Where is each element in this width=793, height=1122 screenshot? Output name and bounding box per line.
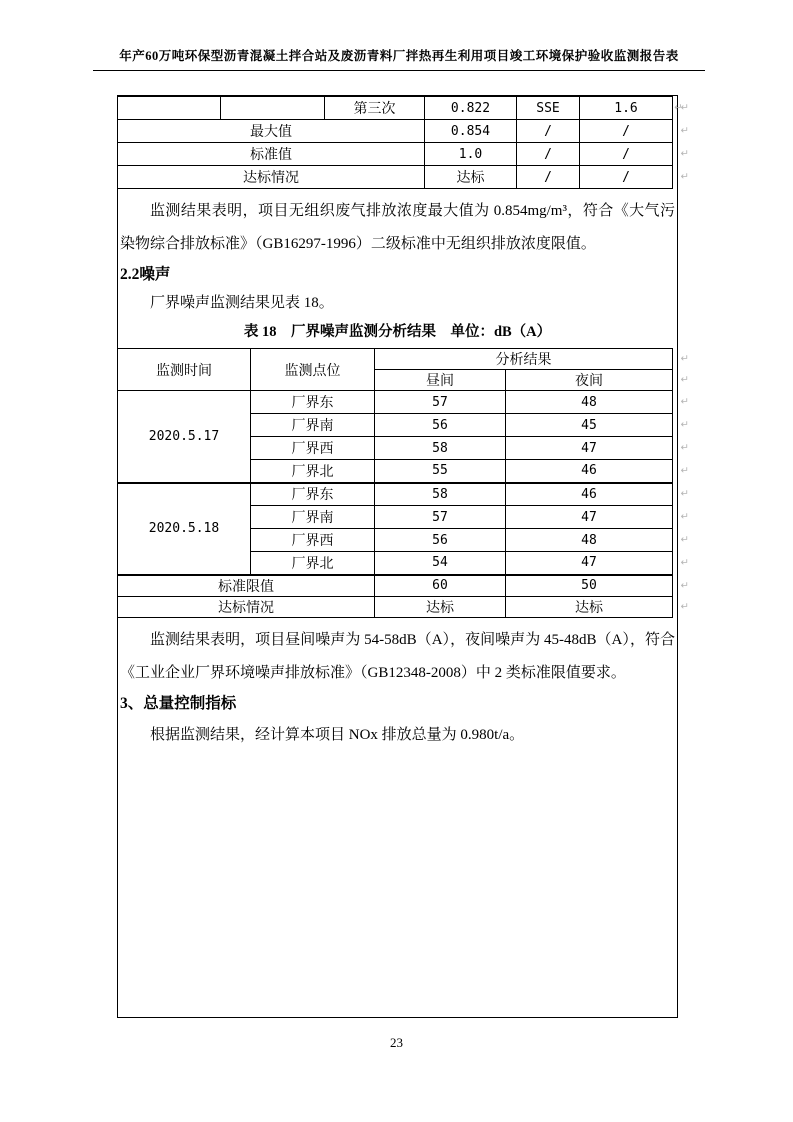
- gas-value-cell: 0.822: [425, 97, 517, 120]
- table-row: [118, 575, 673, 597]
- noise-limit-day: 60: [375, 575, 506, 597]
- noise-night-value: 47 ↵: [506, 437, 673, 460]
- paragraph-mark-icon: ↵: [680, 353, 687, 365]
- noise-point-cell: 厂界东: [251, 391, 375, 414]
- paragraph-mark-icon: ↵: [680, 148, 687, 160]
- gas-conclusion-paragraph: 监测结果表明，项目无组织废气排放浓度最大值为 0.854mg/m³，符合《大气污染物综合排放标准》（GB16297-1996）二级标准中无组织排放浓度限值。: [120, 203, 675, 252]
- paragraph-mark-icon: ↵: [680, 125, 687, 137]
- gas-slash-cell: /: [517, 120, 580, 143]
- noise-compliance-label: 达标情况: [118, 596, 375, 617]
- table-row: [118, 391, 673, 414]
- paragraph-mark-icon: ↵: [680, 465, 687, 477]
- gas-row-label: 最大值: [118, 120, 425, 143]
- paragraph-mark-icon: ↵: [680, 580, 687, 591]
- table-row: [118, 483, 673, 506]
- noise-day-value: 58: [375, 483, 506, 506]
- noise-day-value: 57: [375, 506, 506, 529]
- noise-col-night-header: 夜间 ↵: [506, 370, 673, 391]
- paragraph-mark-icon: ↵: [680, 442, 687, 454]
- noise-col-result-header: 分析结果 ↵: [375, 349, 673, 370]
- noise-col-point-header: 监测点位: [251, 349, 375, 391]
- noise-day-value: 54: [375, 552, 506, 575]
- noise-point-cell: 厂界北: [251, 552, 375, 575]
- noise-night-value: 48 ↵: [506, 529, 673, 552]
- section-heading-noise: 2.2噪声: [120, 266, 171, 283]
- noise-point-cell: 厂界南: [251, 414, 375, 437]
- noise-compliance-day: 达标: [375, 596, 506, 617]
- noise-limit-label: 标准限值: [118, 575, 375, 597]
- gas-slash-cell: / ↵: [580, 143, 673, 166]
- noise-point-cell: 厂界北: [251, 460, 375, 483]
- table-row: [118, 120, 673, 143]
- noise-intro-paragraph: 厂界噪声监测结果见表 18。: [150, 295, 334, 311]
- gas-value-cell: 1.0: [425, 143, 517, 166]
- paragraph-mark-icon: ↵: [680, 534, 687, 546]
- noise-point-cell: 厂界东: [251, 483, 375, 506]
- gas-slash-cell: / ↵: [580, 120, 673, 143]
- paragraph-mark-icon: ↵: [680, 374, 687, 386]
- noise-day-value: 58: [375, 437, 506, 460]
- noise-day-value: 56: [375, 529, 506, 552]
- noise-col-time-header: 监测时间: [118, 349, 251, 391]
- report-form-cell: [117, 95, 687, 1018]
- noise-conclusion-paragraph: 监测结果表明，项目昼间噪声为 54-58dB（A），夜间噪声为 45-48dB（A），符合《工业企业厂界环境噪声排放标准》（GB12348-2008）中 2 类标准限值要求。: [120, 631, 675, 681]
- noise-col-day-header: 昼间: [375, 370, 506, 391]
- table-header-row: [118, 349, 673, 370]
- paragraph-mark-icon: ↵: [680, 171, 687, 183]
- paragraph-mark-icon: ↵: [680, 601, 687, 612]
- gas-blank-cell: [221, 97, 325, 120]
- table-row: [118, 166, 673, 189]
- noise-point-cell: 厂界南: [251, 506, 375, 529]
- gas-slash-cell: /: [517, 166, 580, 189]
- gas-blank-cell: [118, 97, 221, 120]
- page-number: 23: [390, 1035, 403, 1050]
- gas-slash-cell: /: [517, 143, 580, 166]
- gas-row-label: 达标情况: [118, 166, 425, 189]
- paragraph-mark-icon: ↵: [680, 557, 687, 569]
- total-control-paragraph: 根据监测结果，经计算本项目 NOx 排放总量为 0.980t/a。: [150, 726, 525, 743]
- noise-night-value: 47 ↵: [506, 552, 673, 575]
- gas-emission-table: [117, 96, 687, 189]
- noise-table: [117, 348, 687, 618]
- table-row: [118, 596, 673, 617]
- noise-point-cell: 厂界西: [251, 529, 375, 552]
- gas-speed-cell: 1.6 ↵↵: [580, 97, 673, 120]
- section-heading-total-control: 3、总量控制指标: [120, 694, 237, 712]
- noise-night-value: 45 ↵: [506, 414, 673, 437]
- noise-night-value: 47 ↵: [506, 506, 673, 529]
- noise-night-value: 48 ↵: [506, 391, 673, 414]
- noise-limit-night: 50 ↵: [506, 575, 673, 597]
- gas-wind-cell: SSE: [517, 97, 580, 120]
- gas-row-label: 标准值: [118, 143, 425, 166]
- noise-table-caption: 表 18 厂界噪声监测分析结果 单位：dB（A）: [243, 324, 552, 340]
- paragraph-mark-icon: ↵: [680, 488, 687, 500]
- noise-date-cell: 2020.5.17: [118, 391, 251, 483]
- noise-day-value: 57: [375, 391, 506, 414]
- gas-value-cell: 0.854: [425, 120, 517, 143]
- gas-sample-label: 第三次: [325, 97, 425, 120]
- table-row: [118, 143, 673, 166]
- noise-point-cell: 厂界西: [251, 437, 375, 460]
- noise-night-value: 46 ↵: [506, 483, 673, 506]
- gas-value-cell: 达标: [425, 166, 517, 189]
- paragraph-mark-icon: ↵: [680, 419, 687, 431]
- gas-slash-cell: / ↵: [580, 166, 673, 189]
- noise-compliance-night: 达标 ↵: [506, 596, 673, 617]
- document-header-title: 年产60万吨环保型沥青混凝土拌合站及废沥青料厂拌热再生利用项目竣工环境保护验收监测报告表: [93, 46, 705, 71]
- paragraph-mark-icon: ↵↵: [674, 102, 687, 114]
- paragraph-mark-icon: ↵: [680, 396, 687, 408]
- noise-night-value: 46 ↵: [506, 460, 673, 483]
- noise-day-value: 55: [375, 460, 506, 483]
- noise-date-cell: 2020.5.18: [118, 483, 251, 575]
- noise-day-value: 56: [375, 414, 506, 437]
- table-row: [118, 97, 673, 120]
- paragraph-mark-icon: ↵: [680, 511, 687, 523]
